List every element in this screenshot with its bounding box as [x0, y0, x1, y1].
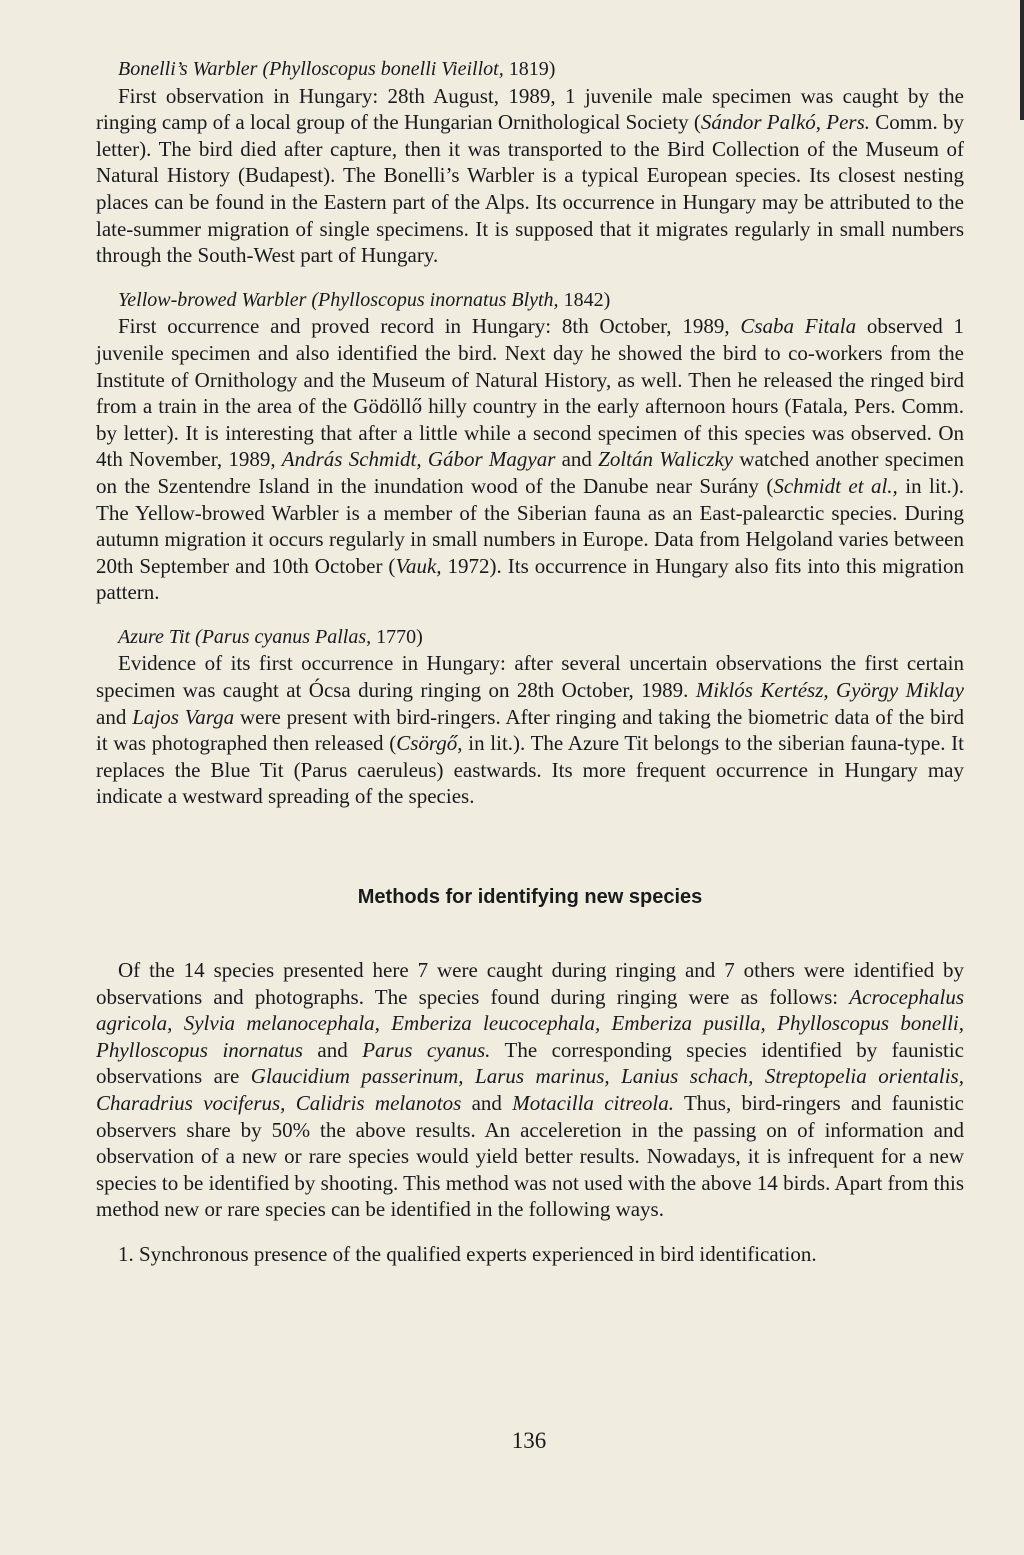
italic-run: Miklós Kertész, György Miklay [695, 678, 964, 703]
text-run: Evidence of its first occurrence in Hungary: after several uncertain observations the first certain specimen was caught at Ócsa during ringing on 28th October, 1989. [96, 651, 964, 703]
text-run: The corresponding species identified by faunistic observations are [96, 1037, 964, 1089]
italic-run: Parus cyanus. [362, 1037, 491, 1062]
text-run: observed 1 juvenile specimen and also identified the bird. Next day he showed the bird to co-workers from the Institute of Ornithology and the Museum of Natural History, as well. Then he released the ringed bird from a train in the area of the Gödöllő hilly country in the early afternoon hours (Fatala, Pers. Comm. by letter). It is interesting that after a little while a second specimen of this species was observed. On 4th November, 1989, [96, 314, 964, 472]
text-run: and [461, 1091, 513, 1115]
text-run: and [555, 447, 599, 472]
page-number: 136 [511, 1428, 547, 1453]
text-run: Thus, bird-ringers and faunistic observers share by 50% the above results. An acceleretion in the passing on of information and observation of a new or rare species would yield better results. Nowadays, it is infrequent for a new species to be identified by shooting. This method was not used with the above 14 birds. Apart from this method new or rare species can be identified in the following ways. [96, 1091, 964, 1222]
italic-run: Sándor Palkó, Pers. [700, 110, 871, 135]
text-run: Comm. by letter). The bird died after capture, then it was transported to the Bird Collection of the Museum of Natural History (Budapest). The Bonelli’s Warbler is a typical European species. Its closest nesting places can be found in the Eastern part of the Alps. Its occurrence in Hungary may be attributed to the late-summer migration of single specimens. It is supposed that it migrates regularly in small numbers through the South-West part of Hungary. [96, 110, 964, 268]
species-description [96, 313, 964, 606]
species-entry-bonelli [96, 56, 964, 269]
species-title: Azure Tit (Parus cyanus Pallas, 1770) [118, 625, 423, 648]
italic-run: Schmidt et al., [773, 473, 898, 498]
methods-paragraph [96, 957, 964, 1223]
italic-run: Glaucidium passerinum, Larus marinus, Lanius schach, Streptopelia orientalis, Charadrius vociferus, Calidris melanotos [96, 1064, 964, 1115]
species-title: Yellow-browed Warbler (Phylloscopus inornatus Blyth, 1842) [118, 288, 611, 311]
text-run: and [96, 704, 133, 729]
species-description [96, 650, 964, 810]
italic-run: Vauk, [395, 553, 442, 578]
section-heading: Methods for identifying new species [357, 886, 703, 909]
list-item: 1. Synchronous presence of the qualified experts experienced in bird identification. [118, 1241, 817, 1266]
page-body [96, 56, 964, 1268]
italic-run: András Schmidt, Gábor Magyar [281, 447, 556, 472]
text-run: in lit.). The Azure Tit belongs to the siberian fauna-type. It replaces the Blue Tit (Parus caeruleus) eastwards. Its more frequent occurrence in Hungary may indicate a westward spreading of the species. [96, 731, 964, 809]
italic-run: Csörgő, [396, 731, 463, 756]
species-entry-yellow-browed [96, 287, 964, 606]
text-run: in lit.). The Yellow-browed Warbler is a member of the Siberian fauna as an East-palearctic species. During autumn migration it occurs regularly in small numbers in Europe. Data from Helgoland varies between 20th September and 10th October ( [96, 473, 964, 578]
species-description [96, 83, 964, 269]
text-run: First occurrence and proved record in Hungary: 8th October, 1989, [118, 314, 741, 339]
text-run: watched another specimen on the Szentendre Island in the inundation wood of the Danube near Surány ( [96, 447, 964, 498]
species-title: Bonelli’s Warbler (Phylloscopus bonelli Vieillot, 1819) [118, 58, 556, 80]
scan-edge-mark [1020, 0, 1024, 120]
italic-run: Acrocephalus agricola, Sylvia melanocephala, Emberiza leucocephala, Emberiza pusilla, Phylloscopus bonelli, Phylloscopus inornatus [96, 984, 964, 1062]
species-entry-azure-tit [96, 624, 964, 810]
text-run: First observation in Hungary: 28th August, 1989, 1 juvenile male specimen was caught by the ringing camp of a local group of the Hungarian Ornithological Society ( [96, 83, 964, 135]
text-run: 1972). Its occurrence in Hungary also fits into this migration pattern. [96, 553, 964, 605]
text-run: Of the 14 species presented here 7 were caught during ringing and 7 others were identified by observations and photographs. The species found during ringing were as follows: [96, 958, 964, 1009]
text-run: and [302, 1037, 363, 1062]
italic-run: Csaba Fitala [740, 314, 857, 339]
italic-run: Motacilla citreola. [512, 1091, 675, 1115]
italic-run: Zoltán Waliczky [598, 447, 734, 472]
text-run: were present with bird-ringers. After ringing and taking the biometric data of the bird it was photographed then released ( [96, 704, 964, 756]
italic-run: Lajos Varga [132, 704, 235, 729]
